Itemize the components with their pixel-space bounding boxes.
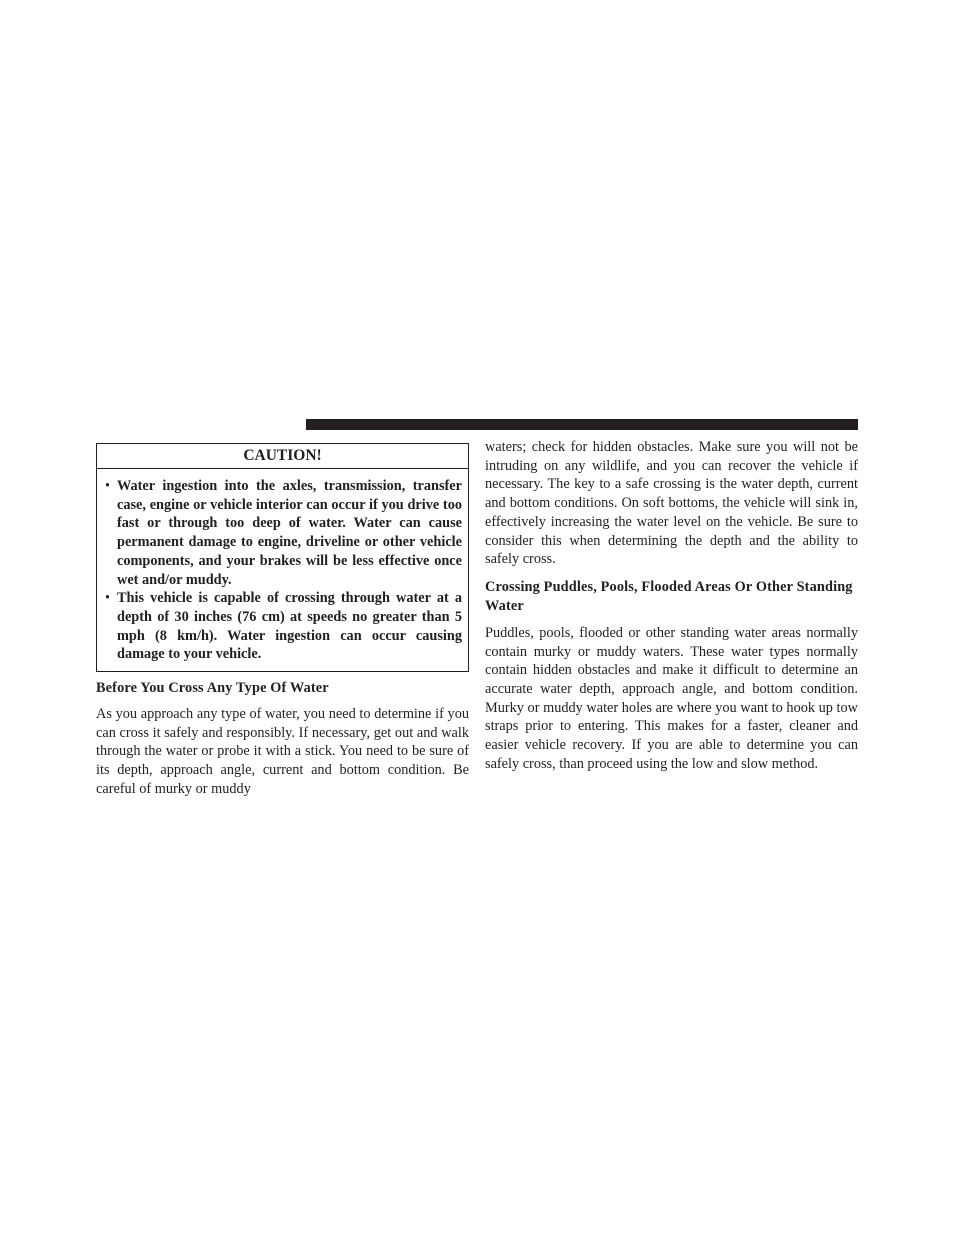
caution-item-text: Water ingestion into the axles, transmission, transfer case, engine or vehicle interior can occur if you drive too fast or through too deep of water. Water can cause permanent damage to engine, driveline or other vehicle components, and your brakes will be less effective once wet and/or muddy. bbox=[117, 478, 462, 588]
paragraph-before-crossing: As you approach any type of water, you need to determine if you can cross it safely and responsibly. If necessary, get out and walk through the water or probe it with a stick. You need to be sure of its depth, approach angle, current and bottom condition. Be careful of murky or muddy bbox=[96, 706, 469, 797]
paragraph-crossing-puddles: Puddles, pools, flooded or other standing water areas normally contain murky or muddy waters. These water types normally contain hidden obstacles and make it difficult to determine an accurate water depth, approach angle, and bottom condition. Murky or muddy water holes are where you want to hook up tow straps prior to entering. This makes for a faster, cleaner and easier vehicle recovery. If you are able to determine you can safely cross, than proceed using the low and slow method. bbox=[485, 624, 858, 772]
caution-list bbox=[97, 469, 468, 671]
section-header-bar bbox=[306, 419, 858, 430]
right-column bbox=[485, 438, 858, 774]
caution-item-text: This vehicle is capable of crossing through water at a depth of 30 inches (76 cm) at speeds no greater than 5 mph (8 km/h). Water ingestion can occur causing damage to your vehicle. bbox=[117, 590, 462, 663]
paragraph-before-crossing-continued: waters; check for hidden obstacles. Make sure you will not be intruding on any wildlife, and you can recover the vehicle if necessary. The key to a safe crossing is the water depth, current and bottom conditions. On soft bottoms, the vehicle will sink in, effectively increasing the water level on the vehicle. Be sure to consider this when determining the depth and the ability to safely cross. bbox=[485, 439, 858, 568]
section-heading-before-crossing: Before You Cross Any Type Of Water bbox=[96, 680, 329, 697]
left-column bbox=[96, 443, 469, 799]
caution-box bbox=[96, 443, 469, 672]
caution-item bbox=[105, 477, 462, 589]
bullet-icon: • bbox=[105, 478, 111, 494]
section-heading-crossing-puddles: Crossing Puddles, Pools, Flooded Areas Or Other Standing Water bbox=[485, 578, 853, 614]
bullet-icon: • bbox=[105, 590, 111, 607]
caution-title: CAUTION! bbox=[97, 444, 468, 469]
caution-item bbox=[105, 589, 462, 664]
